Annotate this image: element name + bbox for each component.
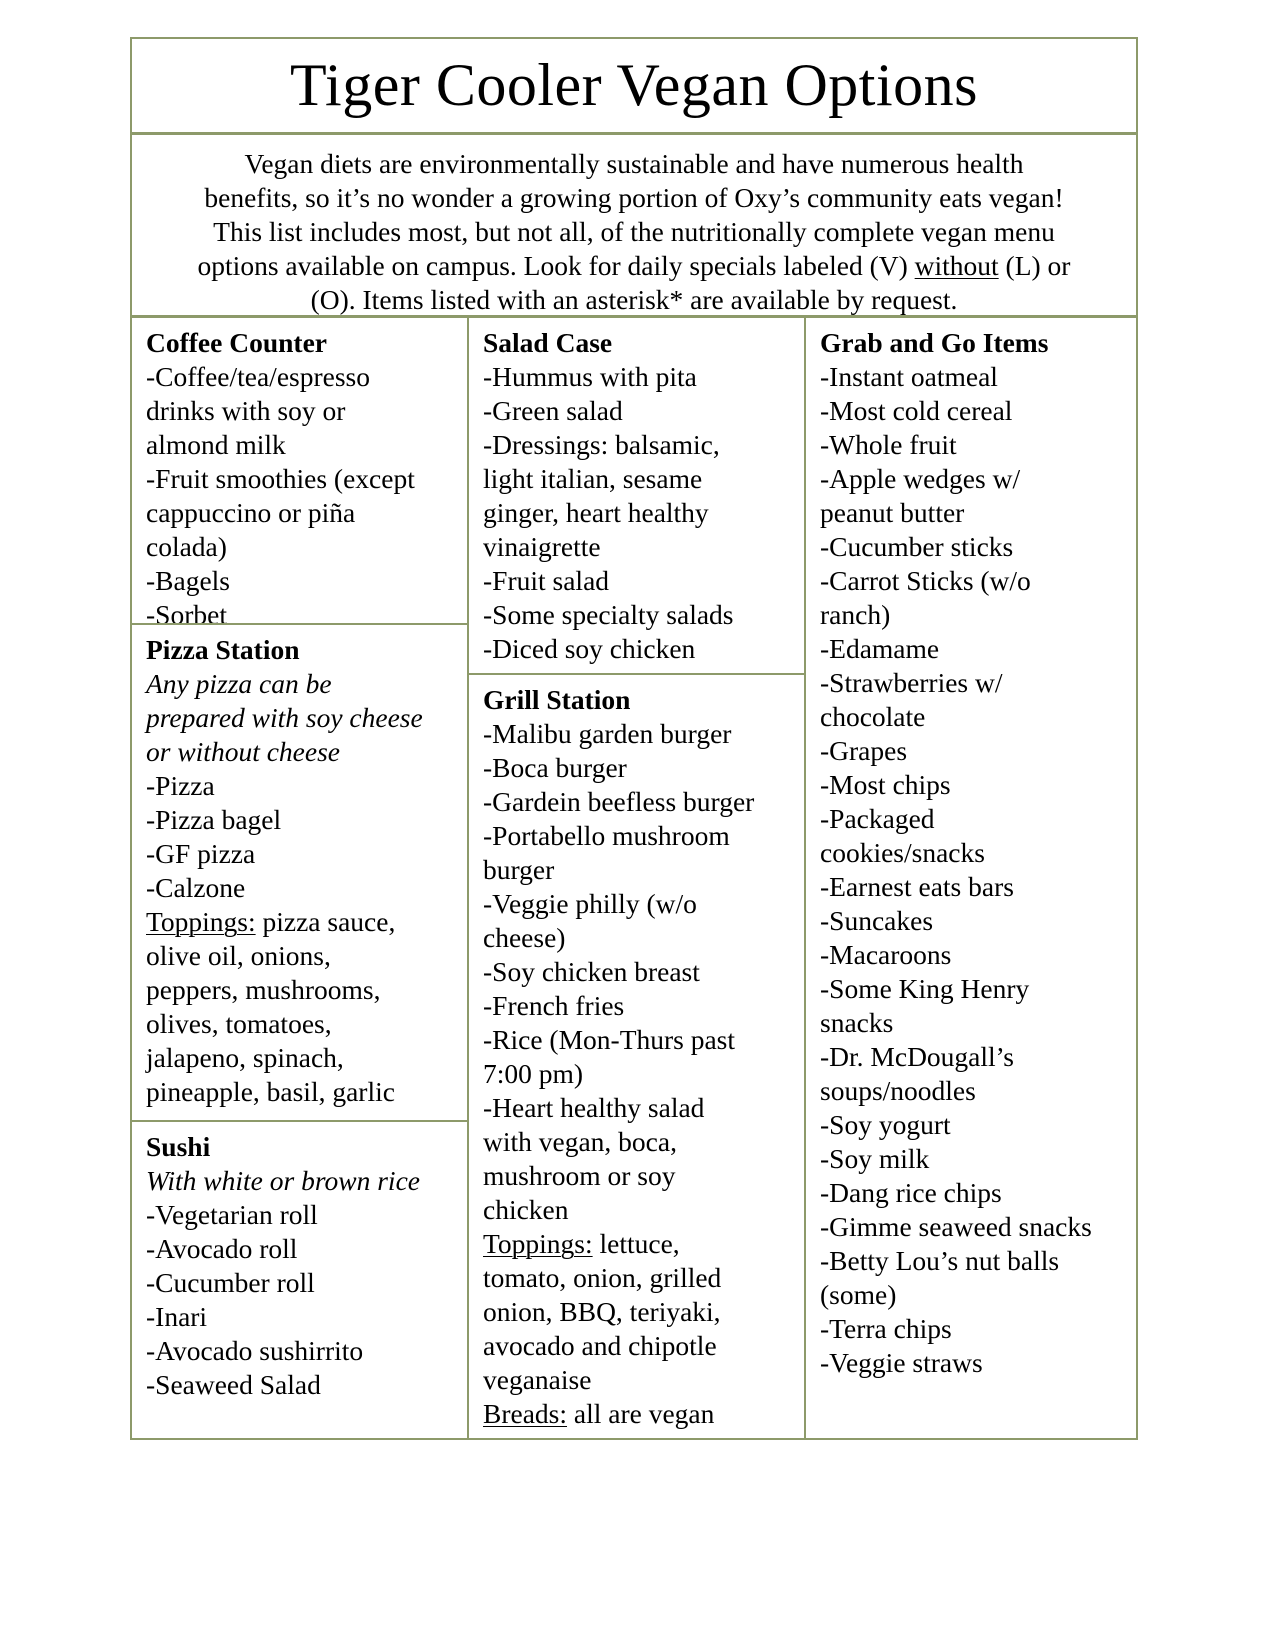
list-item: -French fries [483,990,625,1021]
section-note: With white or brown rice [146,1165,420,1196]
list-item: chicken [483,1194,569,1225]
list-item: -Whole fruit [820,429,957,460]
list-item: -Some King Henry [820,973,1030,1004]
list-item: -Dr. McDougall’s [820,1041,1015,1072]
toppings-line [146,905,457,939]
breads-label: Breads: [483,1398,568,1429]
intro-line [150,249,1118,283]
list-item: -Soy milk [820,1143,930,1174]
list-item: -Most chips [820,769,951,800]
list-item: ginger, heart healthy [483,497,709,528]
toppings-line: avocado and chipotle [483,1330,717,1361]
list-item: -Cucumber sticks [820,531,1014,562]
list-item: vinaigrette [483,531,601,562]
list-item: -Seaweed Salad [146,1369,321,1400]
toppings-text: pizza sauce, [255,906,396,937]
list-item: mushroom or soy [483,1160,676,1191]
toppings-text: lettuce, [592,1228,680,1259]
list-item: -Fruit smoothies (except [146,463,415,494]
column-left [132,318,469,1438]
intro-box [132,132,1136,318]
list-item: drinks with soy or [146,395,346,426]
toppings-line: jalapeno, spinach, [146,1042,344,1073]
page-title: Tiger Cooler Vegan Options [290,52,978,118]
list-item: -Pizza [146,770,215,801]
list-item: colada) [146,531,227,562]
intro-text: (L) or [998,250,1071,281]
list-item: -Macaroons [820,939,952,970]
intro-line: (O). Items listed with an asterisk* are available by request. [310,284,958,315]
list-item: -Calzone [146,872,246,903]
list-item: -Diced soy chicken [483,633,696,664]
toppings-line: tomato, onion, grilled [483,1262,722,1293]
list-item: -Grapes [820,735,908,766]
toppings-line: veganaise [483,1364,592,1395]
list-item: -GF pizza [146,838,256,869]
list-item: -Pizza bagel [146,804,282,835]
list-item: -Heart healthy salad [483,1092,705,1123]
section-note: or without cheese [146,736,340,767]
toppings-line: onion, BBQ, teriyaki, [483,1296,721,1327]
list-item: -Strawberries w/ [820,667,1003,698]
list-item: -Soy yogurt [820,1109,951,1140]
section-sushi [132,1120,467,1438]
list-item: -Bagels [146,565,231,596]
list-item: -Hummus with pita [483,361,697,392]
list-item: -Carrot Sticks (w/o [820,565,1031,596]
intro-line: Vegan diets are environmentally sustainable and have numerous health [244,148,1024,179]
intro-text: options available on campus. Look for daily specials labeled (V) [197,250,915,281]
title-box [132,39,1136,132]
list-item: -Edamame [820,633,940,664]
list-item: soups/noodles [820,1075,976,1106]
list-item: -Dressings: balsamic, [483,429,720,460]
intro-underlined-word: without [914,250,999,281]
list-item: -Cucumber roll [146,1267,315,1298]
section-note: prepared with soy cheese [146,702,423,733]
list-item: -Portabello mushroom [483,820,730,851]
list-item: -Green salad [483,395,623,426]
list-item: -Avocado sushirrito [146,1335,364,1366]
list-item: 7:00 pm) [483,1058,584,1089]
list-item: -Boca burger [483,752,627,783]
section-heading: Sushi [146,1131,211,1162]
list-item: -Coffee/tea/espresso [146,361,370,392]
breads-text: all are vegan [567,1398,715,1429]
column-middle [469,318,806,1438]
list-item: -Sorbet [146,599,227,630]
list-item: -Soy chicken breast [483,956,700,987]
list-item: -Fruit salad [483,565,610,596]
section-pizza-station [132,623,467,1120]
list-item: -Packaged [820,803,935,834]
toppings-label: Toppings: [146,906,256,937]
list-item: -Most cold cereal [820,395,1013,426]
breads-line [483,1397,794,1431]
list-item: -Vegetarian roll [146,1199,318,1230]
section-grab-and-go [806,318,1136,1438]
list-item: light italian, sesame [483,463,703,494]
toppings-line [483,1227,794,1261]
column-right [806,318,1136,1438]
list-item: cheese) [483,922,566,953]
toppings-line: olives, tomatoes, [146,1008,332,1039]
list-item: burger [483,854,555,885]
section-grill-station [469,673,804,1438]
list-item: -Veggie philly (w/o [483,888,697,919]
section-salad-case [469,318,804,673]
list-item: -Veggie straws [820,1347,983,1378]
list-item: -Instant oatmeal [820,361,998,392]
list-item: -Suncakes [820,905,934,936]
menu-sheet [130,37,1138,1440]
list-item: -Terra chips [820,1313,952,1344]
toppings-line: peppers, mushrooms, [146,974,381,1005]
list-item: ranch) [820,599,891,630]
section-coffee-counter [132,318,467,630]
list-item: snacks [820,1007,894,1038]
section-heading: Grab and Go Items [820,327,1049,358]
section-heading: Pizza Station [146,634,300,665]
section-note: Any pizza can be [146,668,332,699]
list-item: -Apple wedges w/ [820,463,1021,494]
list-item: peanut butter [820,497,965,528]
list-item: -Dang rice chips [820,1177,1002,1208]
toppings-label: Toppings: [483,1228,593,1259]
toppings-line: pineapple, basil, garlic [146,1076,395,1107]
list-item: (some) [820,1279,897,1310]
list-item: -Avocado roll [146,1233,298,1264]
intro-line: This list includes most, but not all, of the nutritionally complete vegan menu [213,216,1055,247]
list-item: cookies/snacks [820,837,985,868]
list-item: -Inari [146,1301,208,1332]
list-item: -Malibu garden burger [483,718,732,749]
list-item: almond milk [146,429,286,460]
list-item: -Some specialty salads [483,599,734,630]
list-item: -Gardein beefless burger [483,786,755,817]
list-item: -Gimme seaweed snacks [820,1211,1092,1242]
section-heading: Coffee Counter [146,327,327,358]
list-item: cappuccino or piña [146,497,356,528]
intro-line: benefits, so it’s no wonder a growing portion of Oxy’s community eats vegan! [204,182,1064,213]
list-item: -Rice (Mon-Thurs past [483,1024,736,1055]
section-heading: Salad Case [483,327,613,358]
list-item: -Earnest eats bars [820,871,1014,902]
list-item: with vegan, boca, [483,1126,677,1157]
section-heading: Grill Station [483,684,631,715]
toppings-line: olive oil, onions, [146,940,331,971]
list-item: -Betty Lou’s nut balls [820,1245,1060,1276]
list-item: chocolate [820,701,926,732]
